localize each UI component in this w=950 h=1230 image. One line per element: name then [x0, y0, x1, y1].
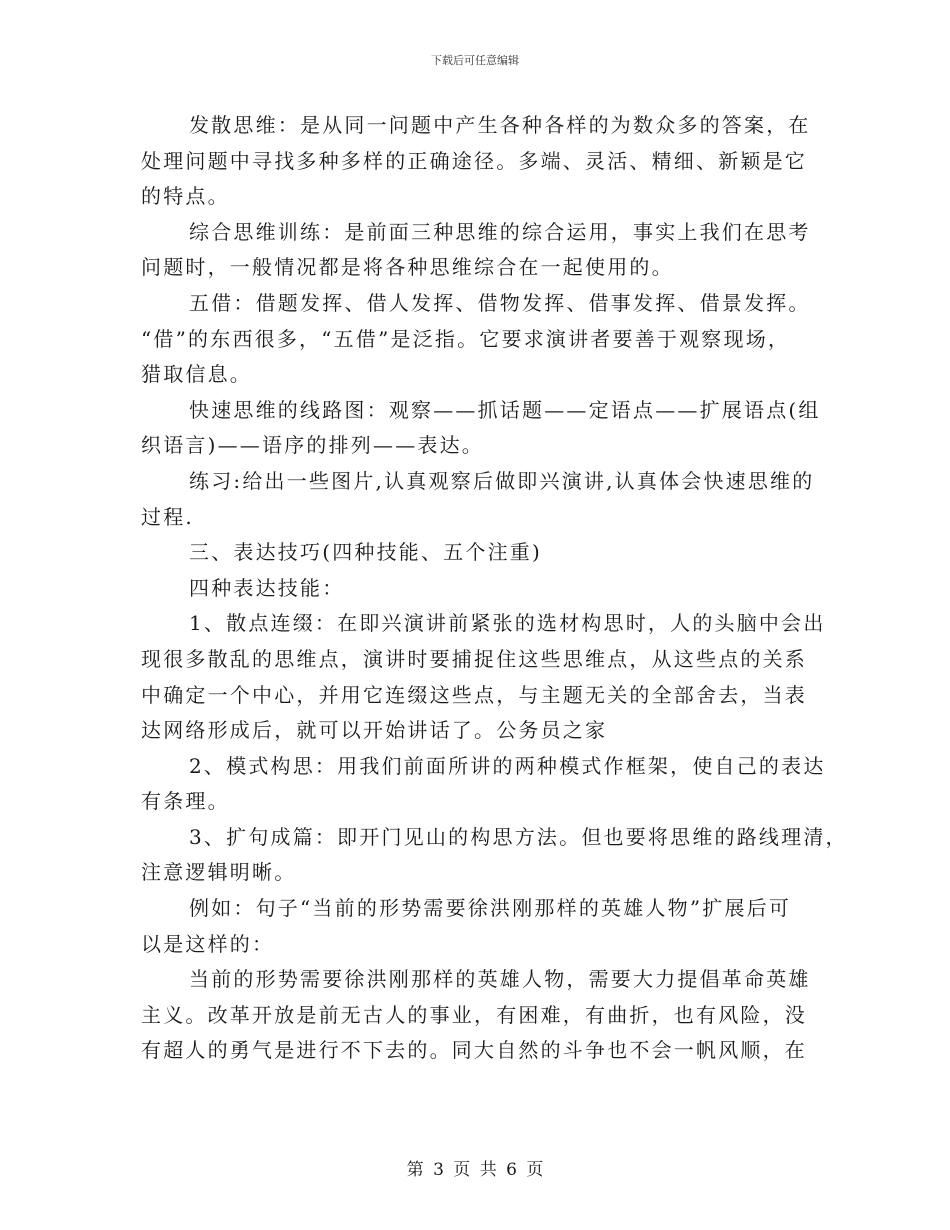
text-line: 练习:给出一些图片,认真观察后做即兴演讲,认真体会快速思维的 [189, 468, 815, 493]
text-line: “借”的东西很多，“五借”是泛指。它要求演讲者要善于观察现场， [141, 326, 791, 351]
text-line: 过程. [141, 504, 194, 529]
text-line: 例如：句子“当前的形势需要徐洪刚那样的英雄人物”扩展后可 [189, 896, 792, 921]
text-line: 综合思维训练：是前面三种思维的综合运用，事实上我们在思考 [189, 219, 811, 244]
text-line: 四种表达技能： [189, 575, 345, 600]
text-line: 织语言)——语序的排列——表达。 [141, 433, 485, 458]
document-body [141, 108, 848, 1069]
text-line: 问题时，一般情况都是将各种思维综合在一起使用的。 [141, 255, 674, 280]
text-line: 快速思维的线路图：观察——抓话题——定语点——扩展语点(组 [189, 397, 821, 422]
text-line: 有条理。 [141, 789, 230, 814]
text-line: 主义。改革开放是前无古人的事业，有困难，有曲折，也有风险，没 [141, 1002, 807, 1027]
text-line: 猎取信息。 [141, 362, 252, 387]
page-header: 下载后可任意编辑 [431, 54, 519, 67]
text-line: 的特点。 [141, 184, 230, 209]
text-line: 当前的形势需要徐洪刚那样的英雄人物，需要大力提倡革命英雄 [189, 967, 811, 992]
text-line: 以是这样的： [141, 931, 275, 956]
text-line: 五借：借题发挥、借人发挥、借物发挥、借事发挥、借景发挥。 [189, 290, 811, 315]
text-line: 2、模式构思：用我们前面所讲的两种模式作框架，使自己的表达 [189, 753, 826, 778]
text-line: 中确定一个中心，并用它连缀这些点，与主题无关的全部舍去，当表 [141, 682, 807, 707]
text-line: 注意逻辑明晰。 [141, 860, 297, 885]
text-line: 达网络形成后，就可以开始讲话了。公务员之家 [141, 718, 608, 743]
page-footer: 第 3 页 共 6 页 [406, 1160, 544, 1180]
text-line: 有超人的勇气是进行不下去的。同大自然的斗争也不会一帆风顺，在 [141, 1038, 807, 1063]
text-line: 三、表达技巧(四种技能、五个注重) [189, 540, 543, 565]
text-line: 处理问题中寻找多种多样的正确途径。多端、灵活、精细、新颖是它 [141, 148, 807, 173]
text-line: 发散思维：是从同一问题中产生各种各样的为数众多的答案，在 [189, 113, 811, 137]
text-line: 3、扩句成篇：即开门见山的构思方法。但也要将思维的路线理清， [189, 824, 848, 849]
text-line: 1、散点连缀：在即兴演讲前紧张的选材构思时，人的头脑中会出 [189, 611, 826, 636]
text-line: 现很多散乱的思维点，演讲时要捕捉住这些思维点，从这些点的关系 [141, 646, 807, 671]
